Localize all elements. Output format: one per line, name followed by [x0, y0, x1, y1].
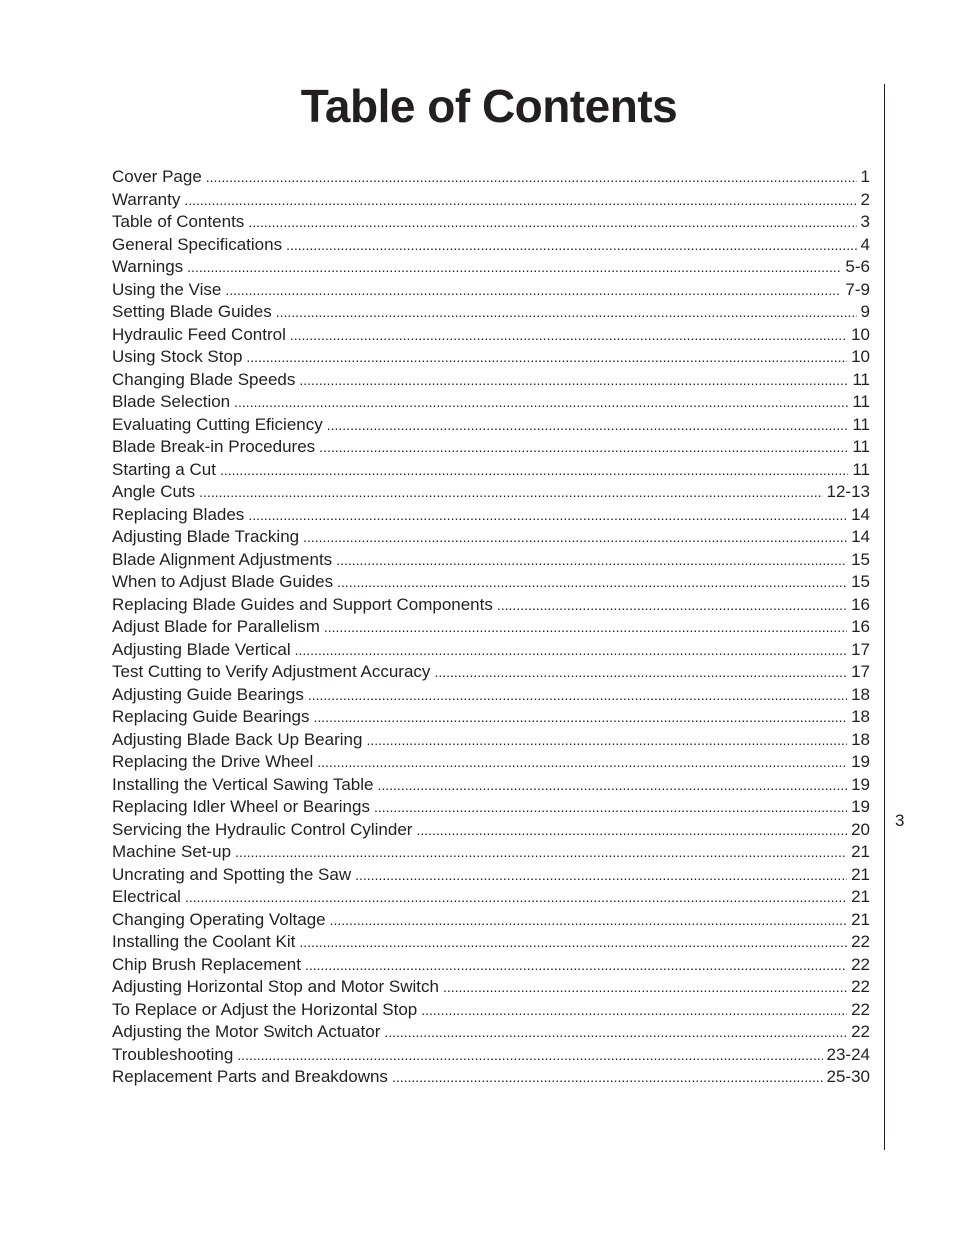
toc-entry-page: 16	[851, 617, 870, 636]
toc-entry-title: General Specifications	[112, 234, 283, 254]
toc-entry[interactable]	[112, 1021, 870, 1044]
dot-leader	[206, 166, 857, 189]
dot-leader	[416, 819, 847, 842]
toc-entry[interactable]	[112, 706, 870, 729]
toc-entry-title: Adjusting Guide Bearings	[112, 684, 304, 704]
dot-leader	[327, 414, 849, 437]
toc-entry-title: Chip Brush Replacement	[112, 954, 301, 974]
toc-entry[interactable]	[112, 864, 870, 887]
toc-entry-page: 22	[851, 999, 870, 1019]
dot-leader	[377, 774, 847, 797]
page-number: 3	[895, 811, 905, 830]
toc-entry-title: Replacing Guide Bearings	[112, 707, 310, 726]
toc-entry[interactable]	[112, 571, 870, 594]
toc-entry-page: 15	[851, 572, 870, 591]
toc-entry[interactable]	[112, 931, 870, 954]
toc-entry-page: 25-30	[826, 1067, 870, 1086]
dot-leader	[443, 976, 847, 999]
toc-entry[interactable]	[112, 639, 870, 662]
toc-entry-page: 21	[851, 909, 870, 929]
dot-leader	[234, 391, 848, 414]
toc-entry[interactable]	[112, 301, 870, 324]
toc-entry[interactable]	[112, 774, 870, 797]
dot-leader	[185, 886, 847, 909]
toc-entry[interactable]	[112, 346, 870, 369]
toc-entry-title: Test Cutting to Verify Adjustment Accuracy	[112, 662, 431, 681]
toc-entry-page: 22	[851, 977, 870, 996]
toc-entry[interactable]	[112, 661, 870, 684]
dot-leader	[187, 256, 841, 279]
toc-entry-page: 10	[851, 347, 870, 366]
toc-entry[interactable]	[112, 841, 870, 864]
dot-leader	[314, 706, 848, 729]
toc-entry-title: Replacing the Drive Wheel	[112, 752, 314, 771]
toc-entry[interactable]	[112, 886, 870, 909]
toc-entry-page: 11	[852, 369, 870, 389]
toc-entry-title: Replacement Parts and Breakdowns	[112, 1067, 388, 1086]
toc-entry-page: 22	[851, 932, 870, 951]
toc-entry-page: 14	[851, 504, 870, 524]
toc-entry[interactable]	[112, 909, 870, 932]
dot-leader	[276, 301, 857, 324]
toc-entry-page: 15	[851, 549, 870, 569]
dot-leader	[248, 504, 847, 527]
toc-entry-title: Changing Operating Voltage	[112, 909, 326, 929]
toc-entry-page: 14	[851, 527, 870, 546]
toc-entry-page: 10	[851, 324, 870, 344]
dot-leader	[246, 346, 847, 369]
dot-leader	[220, 459, 848, 482]
dot-leader	[237, 1044, 822, 1067]
toc-entry-title: Uncrating and Spotting the Saw	[112, 864, 352, 884]
toc-entry-page: 11	[852, 437, 870, 456]
toc-entry[interactable]	[112, 796, 870, 819]
toc-entry[interactable]	[112, 414, 870, 437]
toc-entry-title: Adjusting Blade Vertical	[112, 639, 291, 659]
toc-entry[interactable]	[112, 526, 870, 549]
toc-entry-page: 2	[860, 189, 870, 209]
toc-entry-page: 21	[851, 842, 870, 861]
page-title: Table of Contents	[300, 80, 678, 132]
dot-leader	[299, 931, 847, 954]
toc-entry-page: 16	[851, 594, 870, 614]
dot-leader	[497, 594, 847, 617]
toc-entry-title: Changing Blade Speeds	[112, 369, 296, 389]
toc-entry[interactable]	[112, 1066, 870, 1089]
toc-entry-title: Starting a Cut	[112, 459, 216, 479]
toc-entry[interactable]	[112, 616, 870, 639]
toc-entry[interactable]	[112, 234, 870, 257]
toc-entry-title: Using Stock Stop	[112, 347, 243, 366]
toc-entry[interactable]	[112, 436, 870, 459]
dot-leader	[317, 751, 847, 774]
dot-leader	[374, 796, 847, 819]
toc-entry[interactable]	[112, 999, 870, 1022]
toc-entry-title: Evaluating Cutting Eficiency	[112, 414, 323, 434]
toc-list	[112, 166, 870, 1089]
toc-entry-page: 22	[851, 1022, 870, 1041]
toc-entry-title: Replacing Blades	[112, 504, 245, 524]
dot-leader	[295, 639, 847, 662]
toc-entry-page: 19	[851, 797, 870, 816]
toc-entry-page: 20	[851, 819, 870, 839]
toc-entry-page: 5-6	[845, 257, 870, 276]
dot-leader	[308, 684, 847, 707]
toc-entry-title: Installing the Vertical Sawing Table	[112, 774, 374, 794]
toc-entry-title: Troubleshooting	[112, 1044, 234, 1064]
toc-entry-title: Replacing Idler Wheel or Bearings	[112, 797, 370, 816]
toc-entry-page: 11	[852, 459, 870, 479]
toc-entry[interactable]	[112, 549, 870, 572]
toc-entry-title: Warnings	[112, 257, 184, 276]
toc-entry-page: 21	[851, 887, 870, 906]
toc-entry-page: 17	[851, 662, 870, 681]
toc-entry[interactable]	[112, 594, 870, 617]
toc-entry[interactable]	[112, 279, 870, 302]
dot-leader	[421, 999, 847, 1022]
toc-entry[interactable]	[112, 976, 870, 999]
toc-entry[interactable]	[112, 504, 870, 527]
toc-entry[interactable]	[112, 211, 870, 234]
toc-entry-page: 7-9	[845, 279, 870, 299]
toc-entry-title: Adjust Blade for Parallelism	[112, 617, 320, 636]
toc-entry-title: Warranty	[112, 189, 181, 209]
toc-entry[interactable]	[112, 189, 870, 212]
dot-leader	[184, 189, 856, 212]
toc-entry-page: 11	[852, 392, 870, 411]
toc-entry[interactable]	[112, 729, 870, 752]
toc-entry[interactable]	[112, 954, 870, 977]
dot-leader	[330, 909, 847, 932]
toc-entry[interactable]	[112, 819, 870, 842]
margin-rule	[884, 84, 885, 1150]
toc-entry[interactable]	[112, 1044, 870, 1067]
toc-entry-page: 18	[851, 684, 870, 704]
toc-entry-title: To Replace or Adjust the Horizontal Stop	[112, 999, 418, 1019]
toc-entry-page: 4	[860, 234, 870, 254]
dot-leader	[235, 841, 847, 864]
toc-entry-title: Blade Break-in Procedures	[112, 437, 316, 456]
toc-entry-title: Hydraulic Feed Control	[112, 324, 286, 344]
dot-leader	[225, 279, 841, 302]
toc-entry-page: 11	[852, 414, 870, 434]
toc-entry-title: Blade Alignment Adjustments	[112, 549, 333, 569]
toc-entry-page: 17	[851, 639, 870, 659]
toc-entry-page: 18	[851, 707, 870, 726]
toc-entry-title: Using the Vise	[112, 279, 222, 299]
dot-leader	[299, 369, 848, 392]
toc-entry-page: 23-24	[826, 1044, 870, 1064]
toc-entry-page: 21	[851, 864, 870, 884]
dot-leader	[336, 549, 847, 572]
dot-leader	[392, 1066, 823, 1089]
dot-leader	[434, 661, 847, 684]
toc-entry-page: 18	[851, 729, 870, 749]
toc-entry-title: Replacing Blade Guides and Support Components	[112, 594, 493, 614]
dot-leader	[305, 954, 847, 977]
toc-entry-title: Adjusting Blade Tracking	[112, 527, 300, 546]
toc-entry-title: Setting Blade Guides	[112, 302, 272, 321]
dot-leader	[303, 526, 847, 549]
toc-entry-page: 19	[851, 774, 870, 794]
toc-entry-title: Adjusting the Motor Switch Actuator	[112, 1022, 381, 1041]
dot-leader	[319, 436, 848, 459]
toc-entry-title: Electrical	[112, 887, 181, 906]
dot-leader	[290, 324, 847, 347]
toc-entry[interactable]	[112, 369, 870, 392]
toc-entry[interactable]	[112, 751, 870, 774]
dot-leader	[355, 864, 847, 887]
toc-entry-page: 19	[851, 752, 870, 771]
toc-entry-title: When to Adjust Blade Guides	[112, 572, 334, 591]
toc-entry-title: Adjusting Blade Back Up Bearing	[112, 729, 363, 749]
toc-entry-title: Installing the Coolant Kit	[112, 932, 296, 951]
toc-entry-page: 1	[860, 167, 870, 186]
toc-entry-title: Adjusting Horizontal Stop and Motor Switch	[112, 977, 439, 996]
toc-entry[interactable]	[112, 324, 870, 347]
toc-entry-page: 22	[851, 954, 870, 974]
dot-leader	[286, 234, 856, 257]
toc-entry-title: Cover Page	[112, 167, 202, 186]
toc-entry[interactable]	[112, 684, 870, 707]
toc-entry[interactable]	[112, 481, 870, 504]
dot-leader	[366, 729, 847, 752]
dot-leader	[337, 571, 847, 594]
toc-entry-page: 9	[860, 302, 870, 321]
dot-leader	[324, 616, 847, 639]
toc-entry-title: Servicing the Hydraulic Control Cylinder	[112, 819, 413, 839]
toc-entry-page: 12-13	[826, 482, 870, 501]
toc-entry-title: Machine Set-up	[112, 842, 232, 861]
toc-entry[interactable]	[112, 459, 870, 482]
toc-entry-page: 3	[860, 212, 870, 231]
dot-leader	[199, 481, 822, 504]
toc-entry-title: Table of Contents	[112, 212, 245, 231]
dot-leader	[384, 1021, 847, 1044]
dot-leader	[248, 211, 856, 234]
toc-entry-title: Blade Selection	[112, 392, 231, 411]
toc-entry[interactable]	[112, 166, 870, 189]
toc-entry[interactable]	[112, 391, 870, 414]
toc-entry-title: Angle Cuts	[112, 482, 196, 501]
toc-entry[interactable]	[112, 256, 870, 279]
